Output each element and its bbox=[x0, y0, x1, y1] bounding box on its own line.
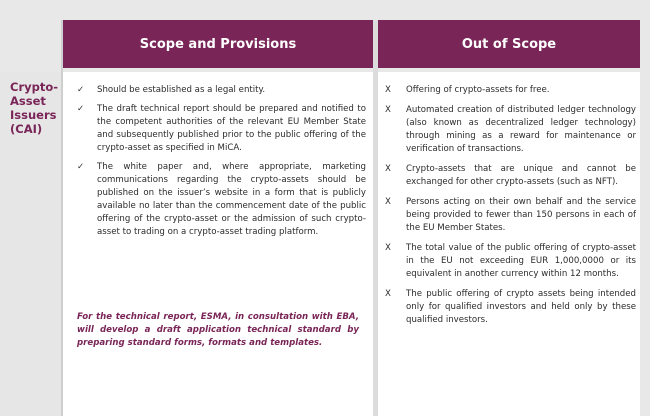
list-item-text: Automated creation of distributed ledger technology (also known as decentralized ledger technology) through mining as a reward for maintenance or verification of transactions. bbox=[406, 105, 636, 154]
list-item bbox=[384, 196, 636, 235]
list-item-text: The white paper and, where appropriate, marketing communications regarding the crypto-assets should be published on the issuer’s website in a form that is publicly available no later than the commencement date of the public offering of the crypto-asset or the admission of such crypto-asset to trading on a crypto-asset trading platform. bbox=[97, 162, 366, 237]
scope-note: For the technical report, ESMA, in consultation with EBA, will develop a draft application technical standard by preparing standard forms, formats and templates. bbox=[77, 312, 359, 348]
cross-icon: X bbox=[385, 85, 391, 95]
list-item-text: Should be established as a legal entity. bbox=[97, 85, 266, 95]
scope-list bbox=[76, 84, 366, 245]
list-item bbox=[384, 242, 636, 281]
list-item bbox=[76, 103, 366, 155]
list-item bbox=[384, 163, 636, 189]
out-of-scope-list bbox=[384, 84, 636, 334]
list-item bbox=[384, 288, 636, 327]
list-item-text: The draft technical report should be prepared and notified to the competent authorities of the relevant EU Member State and subsequently published prior to the public offering of the crypto-asset as specified in MiCA. bbox=[97, 104, 366, 153]
list-item bbox=[76, 161, 366, 239]
header-scope-label: Scope and Provisions bbox=[139, 36, 297, 52]
right-margin bbox=[640, 20, 650, 416]
header-out-of-scope bbox=[378, 20, 640, 68]
cross-icon: X bbox=[385, 105, 391, 115]
check-icon: ✓ bbox=[77, 85, 85, 95]
table-corner bbox=[0, 0, 63, 68]
column-divider bbox=[61, 20, 63, 416]
header-out-label: Out of Scope bbox=[461, 36, 557, 52]
list-item-text: The public offering of crypto assets being intended only for qualified investors and held only by these qualified investors. bbox=[406, 289, 636, 325]
cross-icon: X bbox=[385, 243, 391, 253]
list-item-text: The total value of the public offering of crypto-asset in the EU not exceeding EUR 1,000,0000 or its equivalent in another currency within 12 months. bbox=[406, 243, 636, 279]
cross-icon: X bbox=[385, 197, 391, 207]
check-icon: ✓ bbox=[77, 104, 85, 114]
cross-icon: X bbox=[385, 289, 391, 299]
list-item-text: Crypto-assets that are unique and cannot be exchanged for other crypto-assets (such as NFT). bbox=[406, 164, 636, 187]
list-item-text: Persons acting on their own behalf and the service being provided to fewer than 150 persons in each of the EU Member States. bbox=[406, 197, 636, 233]
list-item-text: Offering of crypto-assets for free. bbox=[406, 85, 550, 95]
cross-icon: X bbox=[385, 164, 391, 174]
column-divider bbox=[373, 20, 378, 416]
row-label-cai: Crypto-Asset Issuers (CAI) bbox=[10, 80, 59, 136]
header-scope-and-provisions bbox=[63, 20, 373, 68]
check-icon: ✓ bbox=[77, 162, 85, 172]
list-item bbox=[384, 84, 636, 97]
list-item bbox=[76, 84, 366, 97]
list-item bbox=[384, 104, 636, 156]
